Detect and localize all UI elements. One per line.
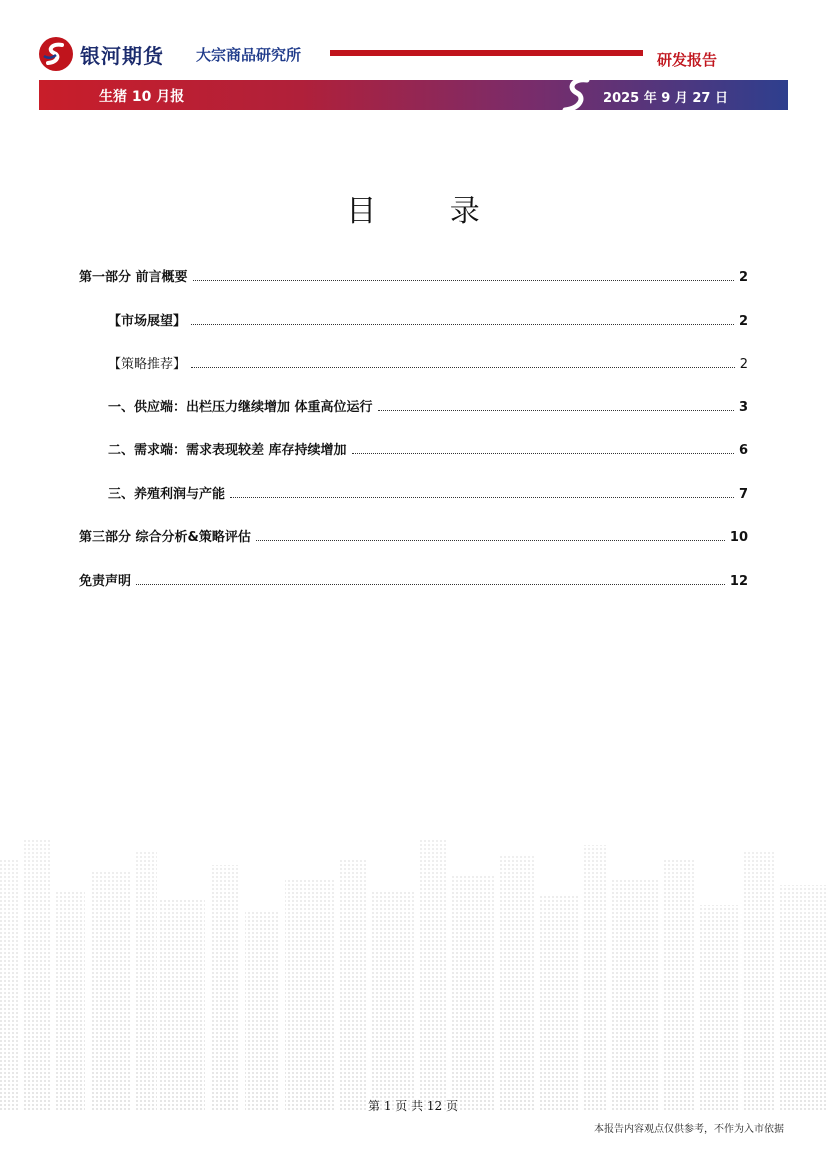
- toc-leader: [136, 583, 725, 585]
- toc-entry-supply[interactable]: [108, 396, 748, 415]
- header-divider: [330, 50, 643, 56]
- toc-entry-part1[interactable]: [79, 266, 748, 285]
- footer-disclaimer: 本报告内容观点仅供参考，不作为入市依据: [594, 1124, 784, 1135]
- toc-leader: [191, 366, 735, 368]
- swoosh-icon: [557, 76, 597, 114]
- toc-entry-label: 【市场展望】: [108, 314, 187, 329]
- toc-leader: [256, 539, 725, 541]
- toc-leader: [191, 323, 734, 325]
- toc-title: 目 录: [346, 194, 512, 229]
- toc-entry-page: 3: [738, 400, 748, 415]
- toc-entry-strategy[interactable]: [108, 353, 748, 372]
- toc-entry-demand[interactable]: [108, 439, 748, 458]
- page-number: 第 1 页 共 12 页: [368, 1099, 458, 1113]
- toc-entry-page: 10: [729, 530, 748, 545]
- toc-entry-label: 第一部分 前言概要: [79, 270, 188, 285]
- toc-entry-outlook[interactable]: [108, 310, 748, 329]
- report-type: 研发报告: [657, 51, 718, 69]
- toc-entry-label: 一、供应端：出栏压力继续增加 体重高位运行: [108, 400, 373, 415]
- toc-entry-label: 第三部分 综合分析&策略评估: [79, 530, 251, 545]
- toc-entry-page: 12: [729, 574, 748, 589]
- report-date: 2025 年 9 月 27 日: [603, 91, 728, 106]
- brand-name: 银河期货: [80, 43, 164, 68]
- galaxy-logo-icon: [38, 36, 74, 72]
- toc-leader: [378, 409, 734, 411]
- institute-name: 大宗商品研究所: [196, 46, 302, 64]
- toc-entry-disclaimer[interactable]: [79, 570, 748, 589]
- toc-entry-label: 三、养殖利润与产能: [108, 487, 226, 502]
- toc-entry-page: 7: [738, 487, 748, 502]
- report-title: 生猪 10 月报: [99, 89, 185, 105]
- toc-entry-part3[interactable]: [79, 526, 748, 545]
- toc-leader: [352, 452, 734, 454]
- toc-entry-page: 2: [738, 314, 748, 329]
- header-banner: [39, 80, 788, 110]
- city-skyline-watermark: [0, 820, 826, 1110]
- toc-entry-page: 2: [739, 357, 748, 372]
- toc-entry-page: 2: [738, 270, 748, 285]
- toc-entry-label: 【策略推荐】: [108, 357, 187, 372]
- toc-entry-page: 6: [738, 443, 748, 458]
- toc-entry-label: 免责声明: [79, 574, 132, 589]
- toc-entry-profit[interactable]: [108, 483, 748, 502]
- toc-leader: [193, 279, 734, 281]
- toc-entry-label: 二、需求端：需求表现较差 库存持续增加: [108, 443, 347, 458]
- brand-logo: [38, 36, 164, 72]
- toc-leader: [230, 496, 734, 498]
